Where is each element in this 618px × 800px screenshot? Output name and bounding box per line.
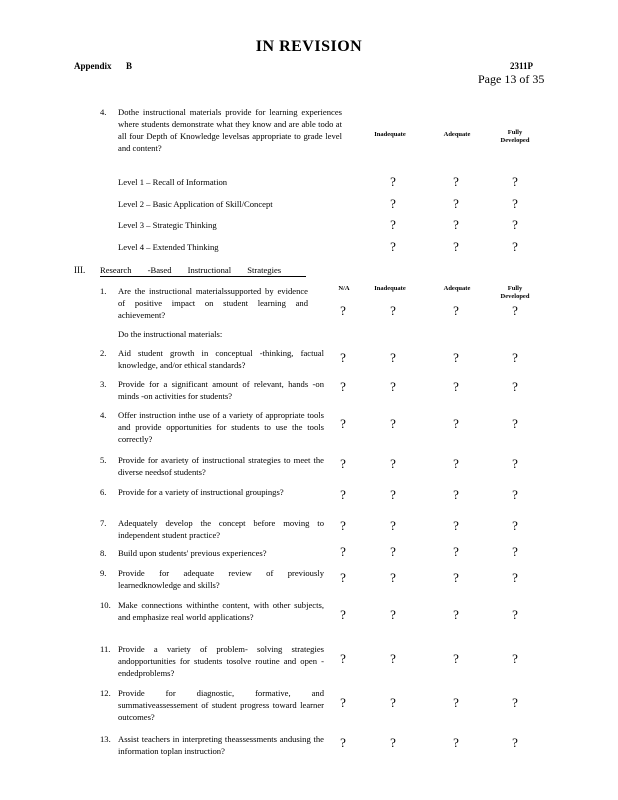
rating-mark-fully-developed[interactable]: ? xyxy=(512,379,518,394)
rating-mark-fully-developed[interactable]: ? xyxy=(512,544,518,559)
rating-mark-inadequate[interactable]: ? xyxy=(390,695,396,710)
dok-level-3: Level 3 – Strategic Thinking xyxy=(118,220,217,230)
section-numeral: III. xyxy=(74,265,86,275)
rating-mark-na[interactable]: ? xyxy=(340,350,346,365)
rating-mark-inadequate[interactable]: ? xyxy=(390,174,396,189)
item-text: Provide for a variety of instructional groupings? xyxy=(118,487,284,497)
rating-mark-fully-developed[interactable]: ? xyxy=(512,456,518,471)
page-number: Page 13 of 35 xyxy=(478,72,545,86)
item-text: Assist teachers in interpreting theassessments andusing the information toplan instruction? xyxy=(118,734,324,756)
rating-mark-adequate[interactable]: ? xyxy=(453,350,459,365)
rating-mark-fully-developed[interactable]: ? xyxy=(512,518,518,533)
dok-level-4: Level 4 – Extended Thinking xyxy=(118,242,219,252)
rating-mark-fully-developed[interactable]: ? xyxy=(512,350,518,365)
rating-mark-inadequate[interactable]: ? xyxy=(390,350,396,365)
rating-mark-inadequate[interactable]: ? xyxy=(390,416,396,431)
item-number: 7. xyxy=(100,518,107,528)
item-text: Provide a variety of problem- solving strategies andopportunities for students tosolve routine and open -endedproblems? xyxy=(118,644,324,678)
item-number: 10. xyxy=(100,600,111,610)
item-text: Adequately develop the concept before moving to independent student practice? xyxy=(118,518,324,540)
question-number: 4. xyxy=(100,107,107,117)
rating-mark-na[interactable]: ? xyxy=(340,607,346,622)
rating-mark-na[interactable]: ? xyxy=(340,518,346,533)
column-header-inadequate: Inadequate xyxy=(374,285,406,292)
rating-mark-inadequate[interactable]: ? xyxy=(390,456,396,471)
column-header-fully-developed: Fully Developed xyxy=(500,285,530,300)
rating-mark-fully-developed[interactable]: ? xyxy=(512,239,518,254)
rating-mark-adequate[interactable]: ? xyxy=(453,174,459,189)
rating-mark-adequate[interactable]: ? xyxy=(453,217,459,232)
item-text: Offer instruction inthe use of a variety of appropriate tools and provide opportunities for students to use the tools correctly? xyxy=(118,410,324,444)
item-text: Aid student growth in conceptual -thinking, factual knowledge, and/or ethical standards? xyxy=(118,348,324,370)
rating-mark-fully-developed[interactable]: ? xyxy=(512,651,518,666)
rating-mark-adequate[interactable]: ? xyxy=(453,456,459,471)
column-header-na: N/A xyxy=(338,285,350,292)
rating-mark-fully-developed[interactable]: ? xyxy=(512,735,518,750)
document-code: 2311P xyxy=(510,61,534,71)
appendix-label: Appendix xyxy=(74,61,112,71)
rating-mark-inadequate[interactable]: ? xyxy=(390,487,396,502)
rating-mark-inadequate[interactable]: ? xyxy=(390,239,396,254)
item-number: 6. xyxy=(100,487,107,497)
column-header-adequate: Adequate xyxy=(443,285,471,292)
rating-mark-inadequate[interactable]: ? xyxy=(390,196,396,211)
rating-mark-fully-developed[interactable]: ? xyxy=(512,416,518,431)
dok-level-2: Level 2 – Basic Application of Skill/Concept xyxy=(118,199,273,209)
item-text: Provide for avariety of instructional strategies to meet the diverse needsof students? xyxy=(118,455,324,477)
rating-mark-na[interactable]: ? xyxy=(340,735,346,750)
rating-mark-adequate[interactable]: ? xyxy=(453,695,459,710)
rating-mark-na[interactable]: ? xyxy=(340,570,346,585)
rating-mark-fully-developed[interactable]: ? xyxy=(512,217,518,232)
rating-mark-inadequate[interactable]: ? xyxy=(390,379,396,394)
rating-mark-inadequate[interactable]: ? xyxy=(390,217,396,232)
rating-mark-inadequate[interactable]: ? xyxy=(390,651,396,666)
item-number: 4. xyxy=(100,410,107,420)
item-number: 11. xyxy=(100,644,111,654)
section-intro: Do the instructional materials: xyxy=(118,329,223,339)
rating-mark-fully-developed[interactable]: ? xyxy=(512,196,518,211)
rating-mark-inadequate[interactable]: ? xyxy=(390,518,396,533)
column-header-inadequate: Inadequate xyxy=(374,131,406,138)
section-heading: Research -Based Instructional Strategies xyxy=(100,265,306,277)
rating-mark-adequate[interactable]: ? xyxy=(453,570,459,585)
rating-mark-inadequate[interactable]: ? xyxy=(390,544,396,559)
rating-mark-na[interactable]: ? xyxy=(340,651,346,666)
item-number: 2. xyxy=(100,348,107,358)
dok-level-1: Level 1 – Recall of Information xyxy=(118,177,228,187)
appendix-value: B xyxy=(126,61,133,71)
rating-mark-adequate[interactable]: ? xyxy=(453,651,459,666)
rating-mark-adequate[interactable]: ? xyxy=(453,239,459,254)
page-title: IN REVISION xyxy=(255,38,363,55)
rating-mark-na[interactable]: ? xyxy=(340,695,346,710)
rating-mark-na[interactable]: ? xyxy=(340,303,346,318)
rating-mark-adequate[interactable]: ? xyxy=(453,303,459,318)
rating-mark-fully-developed[interactable]: ? xyxy=(512,570,518,585)
item-number: 5. xyxy=(100,455,107,465)
rating-mark-fully-developed[interactable]: ? xyxy=(512,174,518,189)
item-number: 13. xyxy=(100,734,111,744)
rating-mark-inadequate[interactable]: ? xyxy=(390,303,396,318)
rating-mark-inadequate[interactable]: ? xyxy=(390,607,396,622)
item-text: Provide for diagnostic, formative, and summativeassessement of student progress toward learner outcomes? xyxy=(118,688,324,722)
rating-mark-na[interactable]: ? xyxy=(340,544,346,559)
rating-mark-fully-developed[interactable]: ? xyxy=(512,487,518,502)
item-text: Provide for a significant amount of relevant, hands -on minds -on activities for students? xyxy=(118,379,324,401)
item-number: 8. xyxy=(100,548,107,558)
rating-mark-adequate[interactable]: ? xyxy=(453,416,459,431)
item-text: Are the instructional materialssupported by evidence of positive impact on student learning and achievement? xyxy=(118,286,308,320)
rating-mark-adequate[interactable]: ? xyxy=(453,607,459,622)
item-number: 3. xyxy=(100,379,107,389)
rating-mark-fully-developed[interactable]: ? xyxy=(512,303,518,318)
rating-mark-na[interactable]: ? xyxy=(340,379,346,394)
item-text: Provide for adequate review of previously learnedknowledge and skills? xyxy=(118,568,324,590)
item-number: 12. xyxy=(100,688,111,698)
item-number: 9. xyxy=(100,568,107,578)
rating-mark-na[interactable]: ? xyxy=(340,456,346,471)
rating-mark-na[interactable]: ? xyxy=(340,416,346,431)
item-text: Make connections withinthe content, with other subjects, and emphasize real world applications? xyxy=(118,600,324,622)
item-number: 1. xyxy=(100,286,107,296)
rating-mark-inadequate[interactable]: ? xyxy=(390,570,396,585)
question-text: Dothe instructional materials provide for learning experiences where students demonstrate what they know and are able todo at all four Depth of Knowledge levelsas appropriate to grade level and content? xyxy=(118,107,342,153)
rating-mark-adequate[interactable]: ? xyxy=(453,518,459,533)
rating-mark-na[interactable]: ? xyxy=(340,487,346,502)
rating-mark-adequate[interactable]: ? xyxy=(453,379,459,394)
column-header-adequate: Adequate xyxy=(443,131,471,138)
rating-mark-adequate[interactable]: ? xyxy=(453,735,459,750)
rating-mark-inadequate[interactable]: ? xyxy=(390,735,396,750)
rating-mark-fully-developed[interactable]: ? xyxy=(512,695,518,710)
item-text: Build upon students' previous experiences? xyxy=(118,548,267,558)
rating-mark-adequate[interactable]: ? xyxy=(453,544,459,559)
rating-mark-adequate[interactable]: ? xyxy=(453,487,459,502)
rating-mark-adequate[interactable]: ? xyxy=(453,196,459,211)
column-header-fully-developed: Fully Developed xyxy=(500,129,530,144)
rating-mark-fully-developed[interactable]: ? xyxy=(512,607,518,622)
